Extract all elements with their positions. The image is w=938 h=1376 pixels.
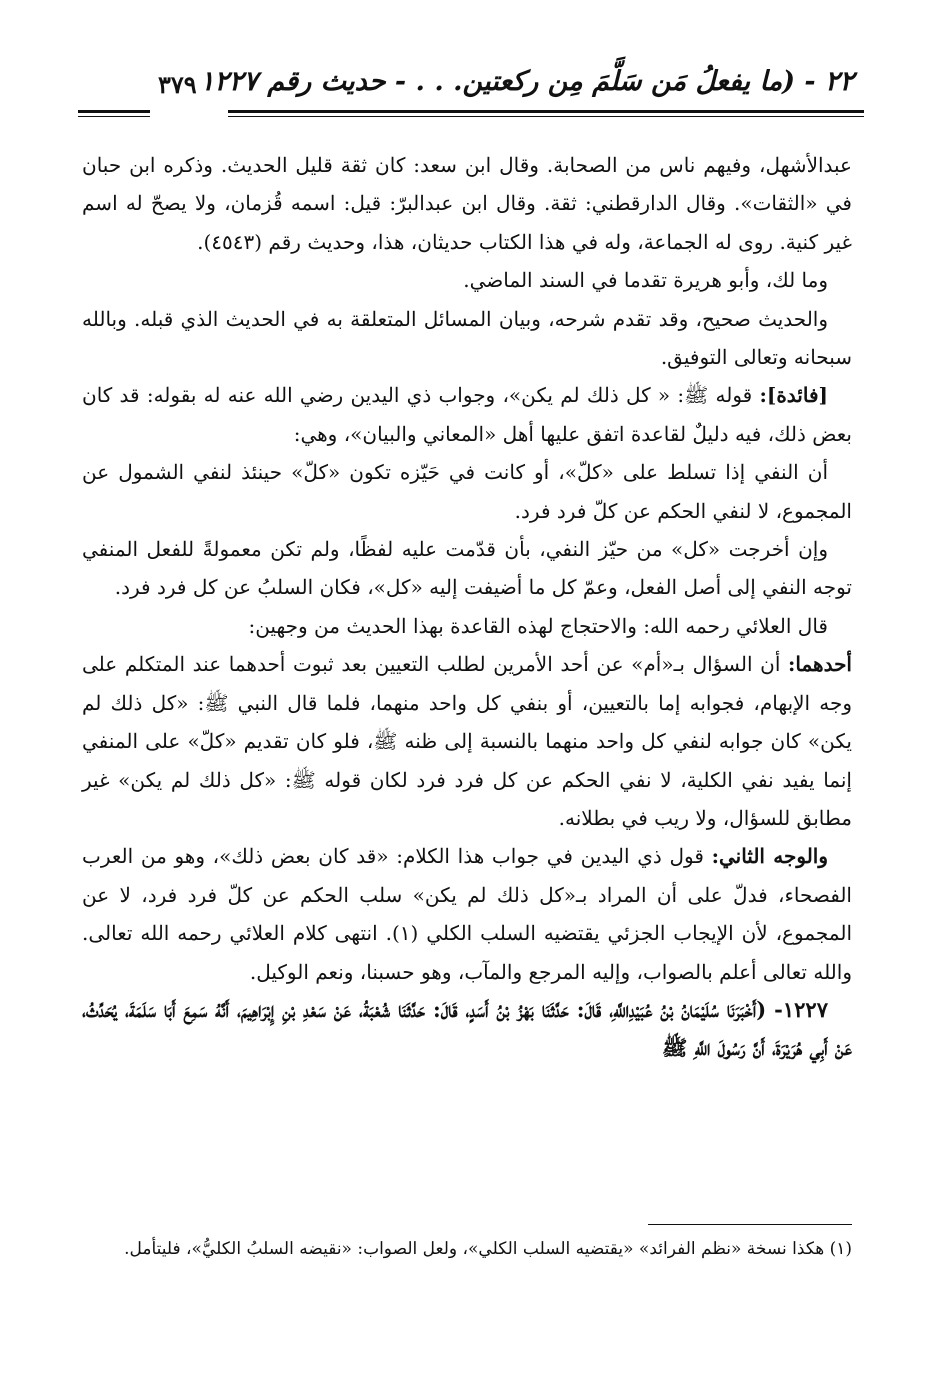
paragraph (82, 300, 852, 377)
page-header (78, 66, 854, 106)
paragraph-lead: [فائدة]: (759, 383, 828, 408)
paragraph-text: أن النفي إذا تسلط على «كلّ»، أو كانت في حَيّزه تكون «كلّ» حينئذ لنفي الشمول عن المجموع، لا لنفي الحكم عن كلّ فرد فرد. (82, 460, 852, 523)
paragraph (82, 261, 852, 299)
paragraph (82, 530, 852, 607)
paragraph-text: والحديث صحيح، وقد تقدم شرحه، وبيان المسائل المتعلقة به في الحديث الذي قبله. وبالله سبحانه وتعالى التوفيق. (82, 306, 852, 370)
paragraph-text: أن السؤال بـ«أم» عن أحد الأمرين لطلب التعيين بعد ثبوت أحدهما عند المتكلم على وجه الإبهام، فجوابه إما بالتعيين، أو بنفي كل واحد منهما، فلما قال النبي ﷺ: «كل ذلك لم يكن» كان جوابه لنفي كل واحد منهما بالنسبة إلى ظنه ﷺ، فلو كان تقديم «كلّ» على المنفي إنما يفيد نفي الكلية، لا نفي الحكم عن كل فرد فرد لكان قوله ﷺ: «كل ذلك لم يكن» غير مطابق للسؤال، ولا ريب في بطلانه. (82, 652, 852, 830)
paragraph-lead: أحدهما: (787, 652, 852, 677)
main-text (82, 146, 852, 1068)
paragraph-text: وما لك، وأبو هريرة تقدما في السند الماضي. (463, 268, 828, 293)
paragraph-text: عبدالأشهل، وفيهم ناس من الصحابة. وقال ابن سعد: كان ثقة قليل الحديث. وذكره ابن حبان في «الثقات». وقال الدارقطني: ثقة. وقال ابن عبدالبرّ: قيل: اسمه قُزمان، ولا يصحّ له اسم غير كنية. روى له الجماعة، وله في هذا الكتاب حديثان، هذا، وحديث رقم (٤٥٤٣). (82, 153, 852, 254)
header-rule-thin (228, 116, 864, 117)
paragraph (82, 453, 852, 530)
paragraph-lead: والوجه الثاني: (711, 844, 829, 869)
page-number-rule-thin (78, 116, 150, 117)
page-number-rule-thick (78, 110, 150, 113)
paragraph (82, 837, 852, 991)
paragraph (82, 146, 852, 261)
footnote (82, 1232, 852, 1266)
hadith-text: ١٢٢٧- (أَخْبَرَنَا سُلَيْمَانُ بْنُ عُبَيْدِاللَّهِ، قَالَ: حَدَّثَنَا بَهْزُ بْنُ أَسَدٍ، قَالَ: حَدَّثَنَا شُعْبَةُ، عَنْ سَعْدِ بْنِ إِبْرَاهِيمَ، أَنَّهُ سَمِعَ أَبَا سَلَمَةَ، يُحَدِّثُ، عَنْ أَبِي هُرَيْرَةَ، أَنَّ رَسُولَ اللَّهِ ﷺ (82, 996, 852, 1061)
paragraph (82, 645, 852, 837)
paragraph-text: قول ذي اليدين في جواب هذا الكلام: «قد كان بعض ذلك»، وهو من العرب الفصحاء، فدلّ على أن المراد بـ«كل ذلك لم يكن» سلب الحكم عن كلّ فرد فرد، لا عن المجموع، لأن الإيجاب الجزئي يقتضيه السلب الكلي (١). انتهى كلام العلائي رحمه الله تعالى. والله تعالى أعلم بالصواب، وإليه المرجع والمآب، وهو حسبنا، ونعم الوكيل. (82, 844, 853, 984)
page-number: ٣٧٩ (158, 70, 197, 99)
footnote-text: (١) هكذا نسخة «نظم الفرائد» «يقتضيه السلب الكلي»، ولعل الصواب: «نقيضه السلبُ الكليُّ»، فليتأمل. (124, 1239, 852, 1259)
paragraph-text: قال العلائي رحمه الله: والاحتجاج لهذه القاعدة بهذا الحديث من وجهين: (248, 613, 828, 638)
footnote-rule (648, 1224, 852, 1225)
paragraph (82, 607, 852, 645)
running-title: ٢٢ - (ما يفعلُ مَن سَلَّمَ مِن ركعتين. . . - حديث رقم ١٢٢٧ (199, 66, 854, 97)
header-rule-thick (228, 110, 864, 113)
paragraph-text: وإن أخرجت «كل» من حيّز النفي، بأن قدّمت عليه لفظًا، ولم تكن معمولةً للفعل المنفي توجه النفي إلى أصل الفعل، وعمّ كل ما أضيفت إليه «كل»، فكان السلبُ عن كل فرد فرد. (82, 537, 852, 600)
paragraph (82, 376, 852, 453)
paragraph-text: قوله ﷺ: « كل ذلك لم يكن»، وجواب ذي اليدين رضي الله عنه له بقوله: قد كان بعض ذلك، فيه دليلٌ لقاعدة اتفق عليها أهل «المعاني والبيان»، وهي: (82, 383, 852, 446)
